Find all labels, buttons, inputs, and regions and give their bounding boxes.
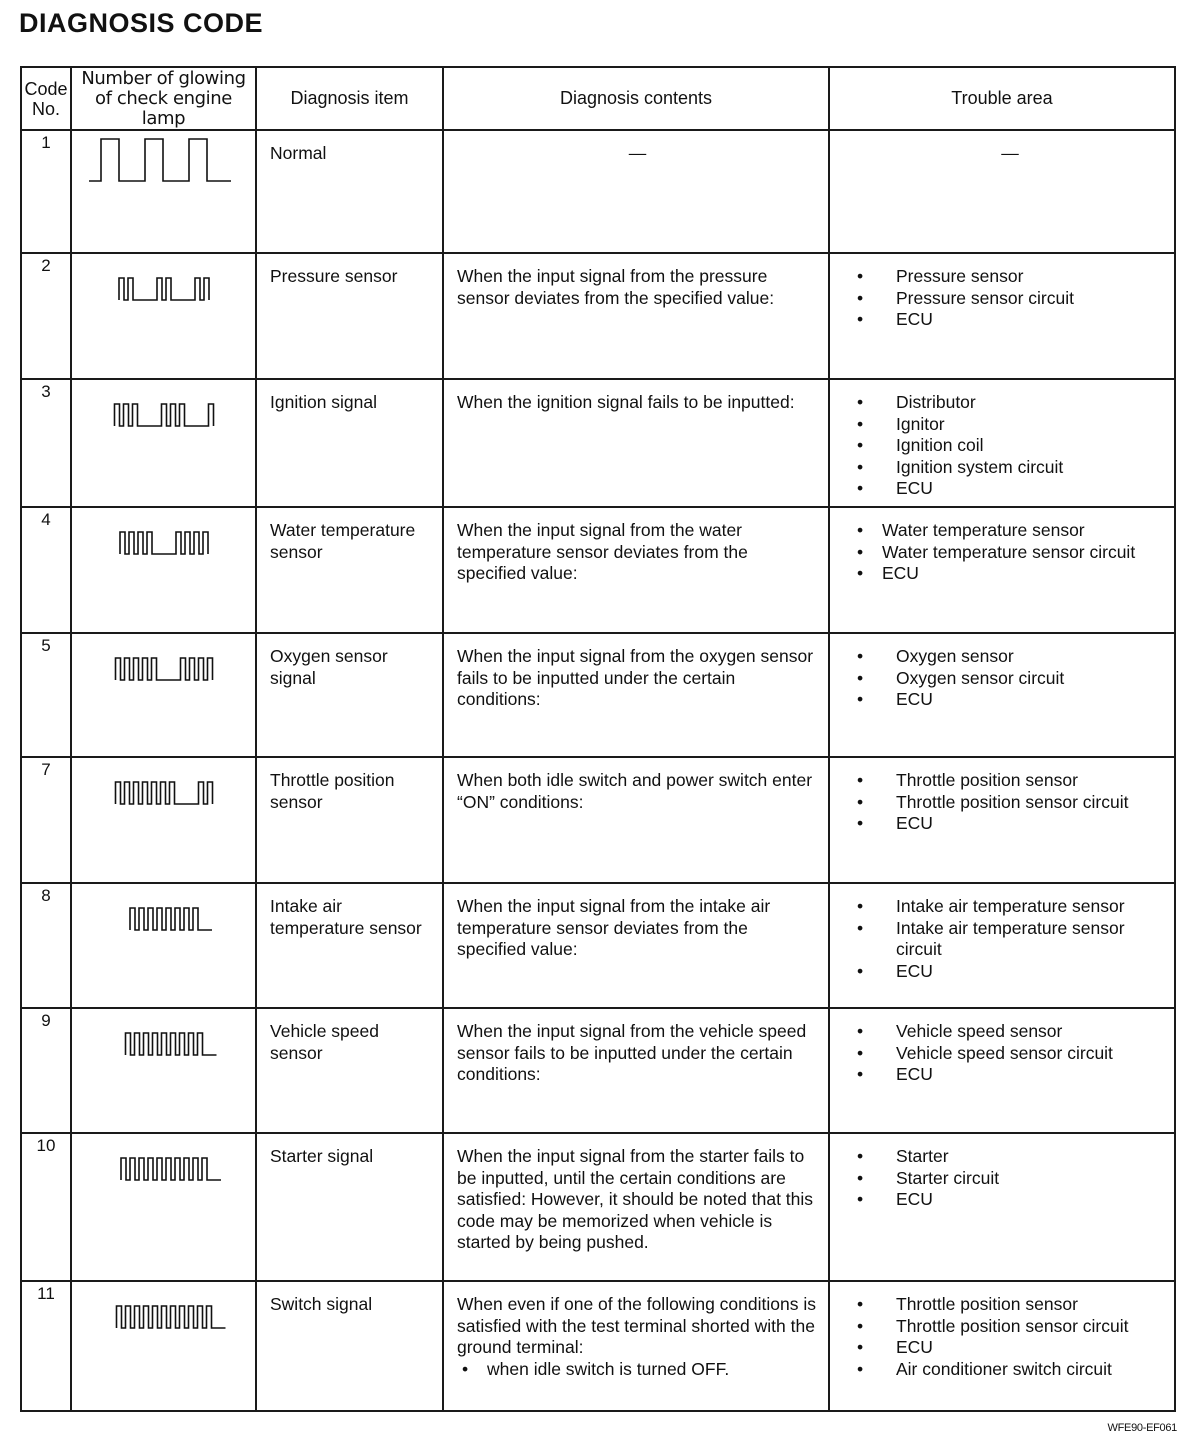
- trouble-area-item: • ECU: [852, 1189, 1168, 1211]
- code-number: 4: [21, 507, 71, 633]
- diagnosis-contents: [443, 1008, 829, 1133]
- trouble-area-item: • Water temperature sensor circuit: [852, 542, 1168, 564]
- trouble-area-item: • ECU: [852, 309, 1168, 331]
- trouble-area: [829, 379, 1175, 507]
- diagnosis-item: Water temperature sensor: [256, 507, 443, 633]
- trouble-area-list: [852, 1146, 1168, 1211]
- trouble-area-list: [852, 392, 1168, 500]
- diagnosis-contents-text: When the input signal from the oxygen sensor fails to be inputted under the certain conditions:: [457, 646, 814, 709]
- table-header-row: [21, 67, 1175, 130]
- diagnosis-contents-text: —: [628, 143, 647, 163]
- diagnosis-contents: [443, 757, 829, 883]
- diagnosis-item: Throttle position sensor: [256, 757, 443, 883]
- table-row: [21, 757, 1175, 883]
- diagnosis-contents: [443, 1281, 829, 1411]
- trouble-area-item: • Vehicle speed sensor circuit: [852, 1043, 1168, 1065]
- diagnosis-contents-text: When the input signal from the water temperature sensor deviates from the specified value:: [457, 520, 748, 583]
- diagnosis-item: Ignition signal: [256, 379, 443, 507]
- code-number: 2: [21, 253, 71, 379]
- pulse-waveform-icon: [84, 884, 244, 944]
- pulse-waveform-line: [116, 1306, 225, 1328]
- code-number: 10: [21, 1133, 71, 1281]
- header-diagnosis-contents: Diagnosis contents: [443, 67, 829, 130]
- trouble-area-item: • Water temperature sensor: [852, 520, 1168, 542]
- pulse-waveform-line: [115, 658, 212, 680]
- table-row: [21, 883, 1175, 1008]
- lamp-pulse-pattern: [71, 1133, 256, 1281]
- trouble-area-item: • Ignition coil: [852, 435, 1168, 457]
- trouble-area-item: • ECU: [852, 961, 1168, 983]
- figure-reference: WFE90-EF061: [1107, 1422, 1177, 1434]
- diagnosis-item: Intake air temperature sensor: [256, 883, 443, 1008]
- table-row: [21, 1008, 1175, 1133]
- diagnosis-contents: [443, 883, 829, 1008]
- contents-bullet-item: • when idle switch is turned OFF.: [457, 1359, 818, 1381]
- trouble-area-item: • ECU: [852, 563, 1168, 585]
- pulse-waveform-icon: [84, 254, 244, 314]
- trouble-area-item: • Throttle position sensor circuit: [852, 792, 1168, 814]
- diagnosis-contents-text: When both idle switch and power switch enter “ON” conditions:: [457, 770, 813, 812]
- trouble-area-item: • ECU: [852, 1337, 1168, 1359]
- trouble-area-item: • Starter circuit: [852, 1168, 1168, 1190]
- trouble-area-list: [852, 770, 1168, 835]
- trouble-area: [829, 883, 1175, 1008]
- trouble-area-item: • Pressure sensor: [852, 266, 1168, 288]
- header-code-no: Code No.: [21, 67, 71, 130]
- trouble-area: [829, 757, 1175, 883]
- diagnosis-item: Oxygen sensor signal: [256, 633, 443, 757]
- pulse-waveform-icon: [84, 380, 244, 440]
- pulse-waveform-icon: [84, 508, 244, 568]
- header-trouble-area: Trouble area: [829, 67, 1175, 130]
- diagnosis-contents: [443, 379, 829, 507]
- trouble-area-item: • ECU: [852, 478, 1168, 500]
- diagnosis-contents-text: When the ignition signal fails to be inputted:: [457, 392, 795, 412]
- page-title: DIAGNOSIS CODE: [19, 8, 264, 38]
- table-row: [21, 379, 1175, 507]
- lamp-pulse-pattern: [71, 507, 256, 633]
- pulse-waveform-icon: [84, 1282, 244, 1342]
- pulse-waveform-line: [120, 532, 208, 554]
- lamp-pulse-pattern: [71, 1281, 256, 1411]
- diagnosis-contents: [443, 253, 829, 379]
- pulse-waveform-line: [121, 1158, 221, 1180]
- code-number: 3: [21, 379, 71, 507]
- pulse-waveform-line: [130, 908, 212, 930]
- table-row: [21, 253, 1175, 379]
- trouble-area-item: • Vehicle speed sensor: [852, 1021, 1168, 1043]
- table-row: [21, 1133, 1175, 1281]
- diagnosis-contents-text: When the input signal from the vehicle speed sensor fails to be inputted under the certain conditions:: [457, 1021, 807, 1084]
- trouble-area: [829, 253, 1175, 379]
- trouble-area-text: —: [1001, 143, 1019, 163]
- trouble-area-list: [852, 520, 1168, 585]
- trouble-area-list: [852, 266, 1168, 331]
- diagnosis-contents: [443, 633, 829, 757]
- code-number: 1: [21, 130, 71, 253]
- code-number: 7: [21, 757, 71, 883]
- trouble-area-item: • ECU: [852, 1064, 1168, 1086]
- trouble-area-list: [852, 646, 1168, 711]
- pulse-waveform-icon: [84, 758, 244, 818]
- trouble-area: [829, 507, 1175, 633]
- lamp-pulse-pattern: [71, 130, 256, 253]
- diagnosis-item: Normal: [256, 130, 443, 253]
- trouble-area-item: • ECU: [852, 813, 1168, 835]
- trouble-area: [829, 633, 1175, 757]
- code-number: 8: [21, 883, 71, 1008]
- trouble-area-list: [852, 1294, 1168, 1380]
- pulse-waveform-icon: [84, 1134, 244, 1194]
- diagnosis-contents: [443, 507, 829, 633]
- trouble-area-item: • Pressure sensor circuit: [852, 288, 1168, 310]
- pulse-waveform-line: [114, 404, 213, 426]
- diagnosis-item: Starter signal: [256, 1133, 443, 1281]
- contents-bullet-list: [457, 1359, 818, 1381]
- table-row: [21, 1281, 1175, 1411]
- trouble-area-item: • Throttle position sensor circuit: [852, 1316, 1168, 1338]
- trouble-area-item: • Throttle position sensor: [852, 770, 1168, 792]
- trouble-area-item: • Ignitor: [852, 414, 1168, 436]
- trouble-area-item: • Oxygen sensor: [852, 646, 1168, 668]
- table-row: [21, 633, 1175, 757]
- pulse-waveform-icon: [84, 131, 244, 191]
- diagnosis-contents-text: When the input signal from the intake air temperature sensor deviates from the specified value:: [457, 896, 771, 959]
- table-row: [21, 130, 1175, 253]
- lamp-pulse-pattern: [71, 253, 256, 379]
- pulse-waveform-line: [115, 782, 212, 804]
- trouble-area-item: • Intake air temperature sensor: [852, 896, 1168, 918]
- header-diagnosis-item: Diagnosis item: [256, 67, 443, 130]
- code-number: 11: [21, 1281, 71, 1411]
- trouble-area-item: • Throttle position sensor: [852, 1294, 1168, 1316]
- code-number: 5: [21, 633, 71, 757]
- diagnosis-contents-text: When the input signal from the starter fails to be inputted, until the certain conditions are satisfied: However, it should be noted that this code may be memorized when vehicle is started by being pushed.: [457, 1146, 814, 1252]
- trouble-area-list: [852, 896, 1168, 982]
- trouble-area-list: [852, 1021, 1168, 1086]
- pulse-waveform-line: [89, 139, 231, 181]
- trouble-area: [829, 130, 1175, 253]
- trouble-area-item: • Air conditioner switch circuit: [852, 1359, 1168, 1381]
- diagnosis-contents: [443, 130, 829, 253]
- diagnosis-contents: [443, 1133, 829, 1281]
- trouble-area-item: • Oxygen sensor circuit: [852, 668, 1168, 690]
- trouble-area-item: • Ignition system circuit: [852, 457, 1168, 479]
- header-glowing: Number of glowing of check engine lamp: [71, 67, 256, 130]
- pulse-waveform-line: [119, 278, 209, 300]
- trouble-area-item: • Starter: [852, 1146, 1168, 1168]
- pulse-waveform-icon: [84, 634, 244, 694]
- trouble-area: [829, 1133, 1175, 1281]
- diagnosis-contents-text: When even if one of the following conditions is satisfied with the test terminal shorted with the ground terminal:: [457, 1294, 816, 1357]
- table-row: [21, 507, 1175, 633]
- diagnosis-item: Vehicle speed sensor: [256, 1008, 443, 1133]
- diagnosis-item: Switch signal: [256, 1281, 443, 1411]
- lamp-pulse-pattern: [71, 379, 256, 507]
- pulse-waveform-line: [125, 1033, 216, 1055]
- trouble-area-item: • Distributor: [852, 392, 1168, 414]
- lamp-pulse-pattern: [71, 633, 256, 757]
- lamp-pulse-pattern: [71, 883, 256, 1008]
- diagnosis-contents-text: When the input signal from the pressure sensor deviates from the specified value:: [457, 266, 775, 308]
- diagnosis-item: Pressure sensor: [256, 253, 443, 379]
- trouble-area: [829, 1281, 1175, 1411]
- pulse-waveform-icon: [84, 1009, 244, 1069]
- trouble-area-item: • ECU: [852, 689, 1168, 711]
- code-number: 9: [21, 1008, 71, 1133]
- lamp-pulse-pattern: [71, 1008, 256, 1133]
- trouble-area-item: • Intake air temperature sensor circuit: [852, 918, 1168, 961]
- trouble-area: [829, 1008, 1175, 1133]
- diagnosis-code-table: [20, 66, 1176, 1412]
- lamp-pulse-pattern: [71, 757, 256, 883]
